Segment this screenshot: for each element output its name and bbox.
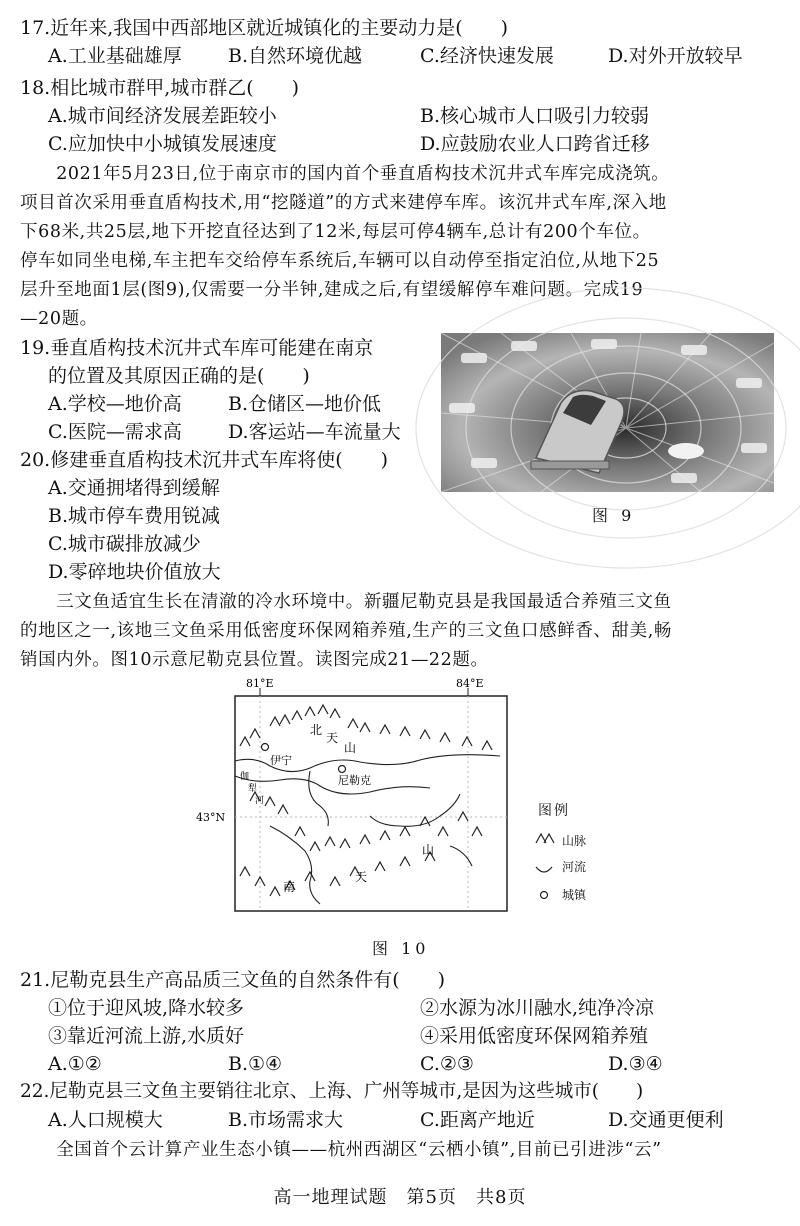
passage1-line: —20题。 — [20, 309, 98, 329]
q21-item-1: ①位于迎风坡,降水较多 — [48, 997, 245, 1019]
q20-option-d[interactable]: D.零碎地块价值放大 — [48, 561, 221, 583]
question-19-stem: 19.垂直盾构技术沉井式车库可能建在南京 — [20, 337, 374, 359]
question-18-stem: 18.相比城市群甲,城市群乙( ) — [20, 77, 300, 99]
q19-option-a[interactable]: A.学校—地价高 — [48, 393, 182, 415]
lon-label-81: 81°E — [246, 677, 274, 690]
figure-10-caption: 图 10 — [372, 939, 430, 958]
passage1-line: 下68米,共25层,地下开挖直径达到了12米,每层可停4辆车,总计有200个车位。 — [20, 222, 651, 242]
question-19-stem-cont: 的位置及其原因正确的是( ) — [48, 365, 310, 387]
legend-town-label: 城镇 — [562, 888, 587, 902]
question-22-stem: 22.尼勒克县三文鱼主要销往北京、上海、广州等城市,是因为这些城市( ) — [20, 1081, 644, 1102]
south-tianshan-char: 山 — [422, 843, 435, 857]
passage2-line: 的地区之一,该地三文鱼采用低密度环保网箱养殖,生产的三文鱼口感鲜香、甜美,畅 — [20, 621, 672, 641]
q22-option-c[interactable]: C.距离产地近 — [420, 1109, 535, 1131]
mountain-icon — [536, 834, 554, 843]
passage1-line: 停车如同坐电梯,车主把车交给停车系统后,车辆可以自动停至指定泊位,从地下25 — [20, 251, 660, 271]
q21-item-2: ②水源为冰川融水,纯净冷凉 — [420, 997, 655, 1019]
q21-option-d[interactable]: D.③④ — [608, 1053, 663, 1075]
legend-river-label: 河流 — [562, 860, 587, 874]
q21-item-4: ④采用低密度环保网箱养殖 — [420, 1025, 649, 1047]
parking-silo-illustration — [441, 333, 774, 492]
figure-9-caption: 图 9 — [592, 506, 636, 525]
figure-10-map — [196, 676, 530, 946]
q21-option-b[interactable]: B.①④ — [228, 1053, 283, 1075]
q19-option-d[interactable]: D.客运站—车流量大 — [228, 421, 401, 443]
town-nileke-label: 尼勒克 — [338, 774, 371, 787]
q17-option-d[interactable]: D.对外开放较早 — [608, 45, 743, 67]
passage2-line: 三文鱼适宜生长在清澈的冷水环境中。新疆尼勒克县是我国最适合养殖三文鱼 — [20, 592, 672, 612]
q18-option-a[interactable]: A.城市间经济发展差距较小 — [48, 105, 277, 127]
lat-label-43: 43°N — [196, 811, 226, 824]
legend-box — [538, 800, 570, 822]
legend-mountain-label: 山脉 — [562, 834, 587, 848]
town-icon — [541, 892, 548, 899]
north-tianshan-char: 山 — [344, 741, 357, 755]
town-yining-marker — [262, 744, 269, 751]
q18-option-c[interactable]: C.应加快中小城镇发展速度 — [48, 133, 277, 155]
q17-option-a[interactable]: A.工业基础雄厚 — [48, 45, 182, 67]
north-tianshan-char: 北 — [310, 723, 323, 737]
passage3-line: 全国首个云计算产业生态小镇——杭州西湖区“云栖小镇”,目前已引进涉“云” — [20, 1140, 662, 1160]
passage1-line: 层升至地面1层(图9),仅需要一分半钟,建成之后,有望缓解停车难问题。完成19 — [20, 280, 644, 300]
question-17-stem: 17.近年来,我国中西部地区就近城镇化的主要动力是( ) — [20, 17, 509, 39]
river-char: 河 — [255, 796, 265, 806]
lon-label-84: 84°E — [456, 677, 484, 690]
q21-option-a[interactable]: A.①② — [48, 1053, 102, 1075]
q19-option-b[interactable]: B.仓储区—地价低 — [228, 393, 382, 415]
river-char: 犁 — [248, 784, 258, 794]
river-char: 伽 — [240, 772, 250, 782]
q22-option-b[interactable]: B.市场需求大 — [228, 1109, 344, 1131]
q18-option-b[interactable]: B.核心城市人口吸引力较弱 — [420, 105, 650, 127]
river-icon — [536, 867, 552, 872]
passage2-line: 销国内外。图10示意尼勒克县位置。读图完成21—22题。 — [20, 650, 489, 670]
q17-option-b[interactable]: B.自然环境优越 — [228, 45, 363, 67]
south-tianshan-char: 天 — [355, 870, 368, 884]
map-frame — [235, 696, 507, 911]
town-nileke-marker — [339, 766, 346, 773]
q20-option-b[interactable]: B.城市停车费用锐减 — [48, 505, 221, 527]
q21-option-c[interactable]: C.②③ — [420, 1053, 474, 1075]
q21-item-3: ③靠近河流上游,水质好 — [48, 1025, 245, 1047]
q18-option-d[interactable]: D.应鼓励农业人口跨省迁移 — [420, 133, 650, 155]
q19-option-c[interactable]: C.医院—需求高 — [48, 421, 182, 443]
passage1-line: 项目首次采用垂直盾构技术,用“挖隧道”的方式来建停车库。该沉井式车库,深入地 — [20, 193, 667, 213]
legend-title: 图例 — [538, 803, 570, 819]
question-20-stem: 20.修建垂直盾构技术沉井式车库将使( ) — [20, 449, 389, 471]
q20-option-a[interactable]: A.交通拥堵得到缓解 — [48, 477, 220, 499]
q20-option-c[interactable]: C.城市碳排放减少 — [48, 533, 201, 555]
north-tianshan-char: 天 — [326, 731, 339, 745]
town-yining-label: 伊宁 — [270, 754, 292, 767]
passage1-line: 2021年5月23日,位于南京市的国内首个垂直盾构技术沉井式车库完成浇筑。 — [20, 164, 670, 184]
page-footer: 高一地理试题 第5页 共8页 — [273, 1187, 527, 1208]
q17-option-c[interactable]: C.经济快速发展 — [420, 45, 554, 67]
q22-option-a[interactable]: A.人口规模大 — [48, 1109, 163, 1131]
figure-9-photo — [441, 333, 774, 492]
question-21-stem: 21.尼勒克县生产高品质三文鱼的自然条件有( ) — [20, 969, 446, 991]
south-tianshan-char: 南 — [283, 880, 296, 894]
q22-option-d[interactable]: D.交通更便利 — [608, 1109, 724, 1131]
